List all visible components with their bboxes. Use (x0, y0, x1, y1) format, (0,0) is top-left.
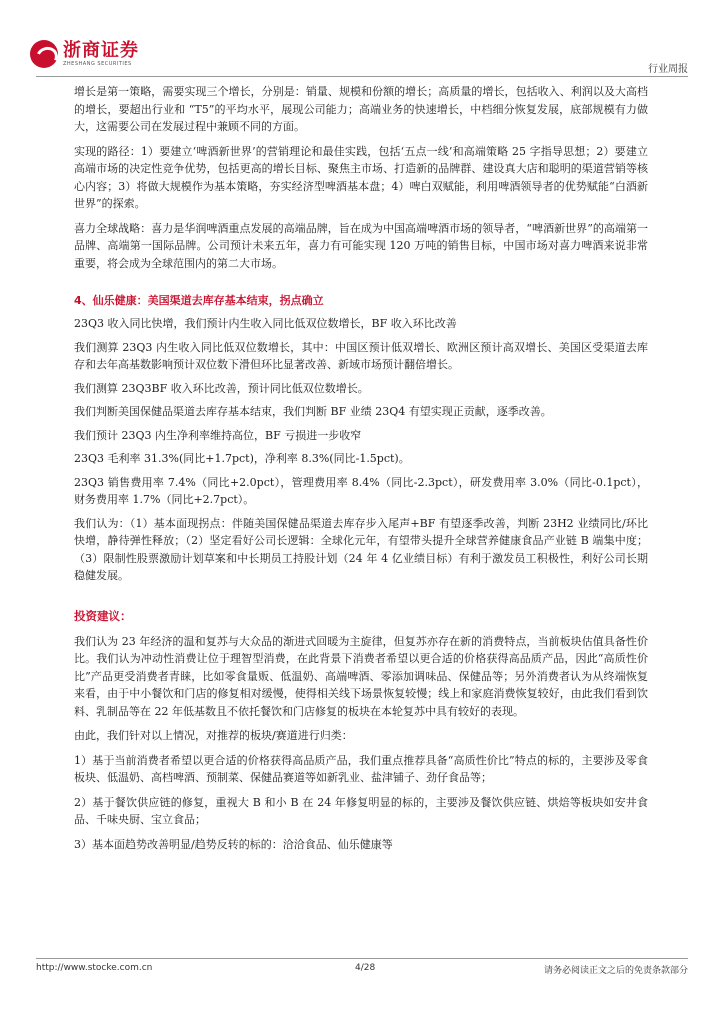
paragraph: 由此，我们针对以上情况，对推荐的板块/赛道进行归类： (74, 729, 353, 742)
main-content (74, 83, 648, 860)
paragraph: 1）基于当前消费者希望以更合适的价格获得高品质产品，我们重点推荐具备“高质性价比”特点的标的，主要涉及零食板块、低温奶、高档啤酒、预制菜、保健品赛道等如新乳业、盐津铺子、劲仔食品等； (74, 753, 648, 784)
company-logo (30, 40, 139, 68)
paragraph: 我们判断美国保健品渠道去库存基本结束，我们判断 BF 业绩 23Q4 有望实现正贡献，逐季改善。 (74, 405, 552, 418)
logo-text (63, 41, 139, 67)
paragraph: 我们预计 23Q3 内生净利率维持高位，BF 亏损进一步收窄 (74, 428, 362, 442)
logo-cn-text: 浙商证券 (63, 40, 139, 61)
paragraph: 我们测算 23Q3 内生收入同比低双位数增长，其中：中国区预计低双增长、欧洲区预计高双增长、美国区受渠道去库存和去年高基数影响预计双位数下滑但环比显著改善、新域市场预计翻倍增长。 (74, 340, 648, 371)
header-divider (36, 76, 688, 77)
report-type-label: 行业周报 (648, 64, 688, 75)
paragraph: 3）基本面趋势改善明显/趋势反转的标的：洽洽食品、仙乐健康等 (74, 837, 393, 851)
paragraph: 增长是第一策略，需要实现三个增长，分别是：销量、规模和份额的增长；高质量的增长，包括收入、利润以及大高档的增长，要超出行业和 “T5”的平均水平，展现公司能力；高端业务的快速增长，中档细分恢复发展，底部规模有力做大，这需要公司在发展过程中兼顾不同的方面。 (74, 85, 648, 133)
paragraph: 我们测算 23Q3BF 收入环比改善，预计同比低双位数增长。 (74, 381, 369, 395)
paragraph: 实现的路径：1）要建立‘啤酒新世界’的营销理论和最佳实践，包括‘五点一线’和高端策略 25 字指导思想；2）要建立高端市场的决定性竞争优势，包括更高的增长目标、聚焦主市场、打造新的品牌群、建设真大店和聪明的渠道营销等核心内容；3）将做大规模作为基本策略，夯实经济型啤酒基本盘；4）啤白双赋能，利用啤酒领导者的优势赋能“白酒新世界”的探索。 (74, 144, 648, 210)
paragraph: 23Q3 毛利率 31.3%(同比+1.7pct)，净利率 8.3%(同比-1.5pct)。 (74, 452, 410, 465)
paragraph: 我们认为：（1）基本面现拐点：伴随美国保健品渠道去库存步入尾声+BF 有望逐季改善，判断 23H2 业绩同比/环比快增，静待弹性释放；（2）坚定看好公司长逻辑：全球化元年，有望带头提升全球营养健康食品产业链 B 端集中度；（3）限制性股票激励计划草案和中长期员工持股计划（24 年 4 亿业绩目标）有利于激发员工积极性，利好公司长期稳健发展。 (74, 516, 648, 582)
website-link[interactable]: http://www.stocke.com.cn (36, 963, 153, 973)
footer-divider (36, 958, 688, 959)
logo-icon (30, 40, 58, 68)
paragraph: 喜力全球战略：喜力是华润啤酒重点发展的高端品牌，旨在成为中国高端啤酒市场的领导者，“啤酒新世界”的高端第一品牌、高端第一国际品牌。公司预计未来五年，喜力有可能实现 120 万吨的销售目标，中国市场对喜力啤酒来说非常重要，将会成为全球范围内的第二大市场。 (74, 221, 648, 270)
section-heading: 4、仙乐健康：美国渠道去库存基本结束，拐点确立 (74, 294, 324, 307)
paragraph: 23Q3 收入同比快增，我们预计内生收入同比低双位数增长，BF 收入环比改善 (74, 317, 457, 330)
page-header (0, 0, 724, 80)
paragraph: 23Q3 销售费用率 7.4%（同比+2.0pct），管理费用率 8.4%（同比-2.3pct），研发费用率 3.0%（同比-0.1pct），财务费用率 1.7%（同比+2.7pct）。 (74, 475, 648, 506)
logo-en-text: ZHESHANG SECURITIES (63, 61, 132, 67)
investment-advice-heading: 投资建议： (74, 608, 132, 623)
disclaimer-note: 请务必阅读正文之后的免责条款部分 (543, 966, 688, 976)
page-number: 4/28 (355, 963, 376, 973)
page-footer (36, 963, 688, 979)
paragraph: 我们认为 23 年经济的温和复苏与大众品的渐进式回暖为主旋律，但复苏亦存在新的消费特点，当前板块估值具备性价比。我们认为冲动性消费让位于理智型消费，在此背景下消费者希望以更合适的价格获得高品质产品，因此“高质性价比”产品更受消费者青睐，比如零食量贩、低温奶、高端啤酒、零添加调味品、保健品等；另外消费者认为从终端恢复来看，由于中小餐饮和门店的修复相对缓慢，使得相关线下场景恢复较慢；线上和家庭消费恢复较好，由此我们看到饮料、乳制品等在 22 年低基数且不依托餐饮和门店修复的板块在本轮复苏中具有较好的表现。 (74, 634, 648, 718)
paragraph: 2）基于餐饮供应链的修复，重视大 B 和小 B 在 24 年修复明显的标的，主要涉及餐饮供应链、烘焙等板块如安井食品、千味央厨、宝立食品； (74, 795, 648, 826)
